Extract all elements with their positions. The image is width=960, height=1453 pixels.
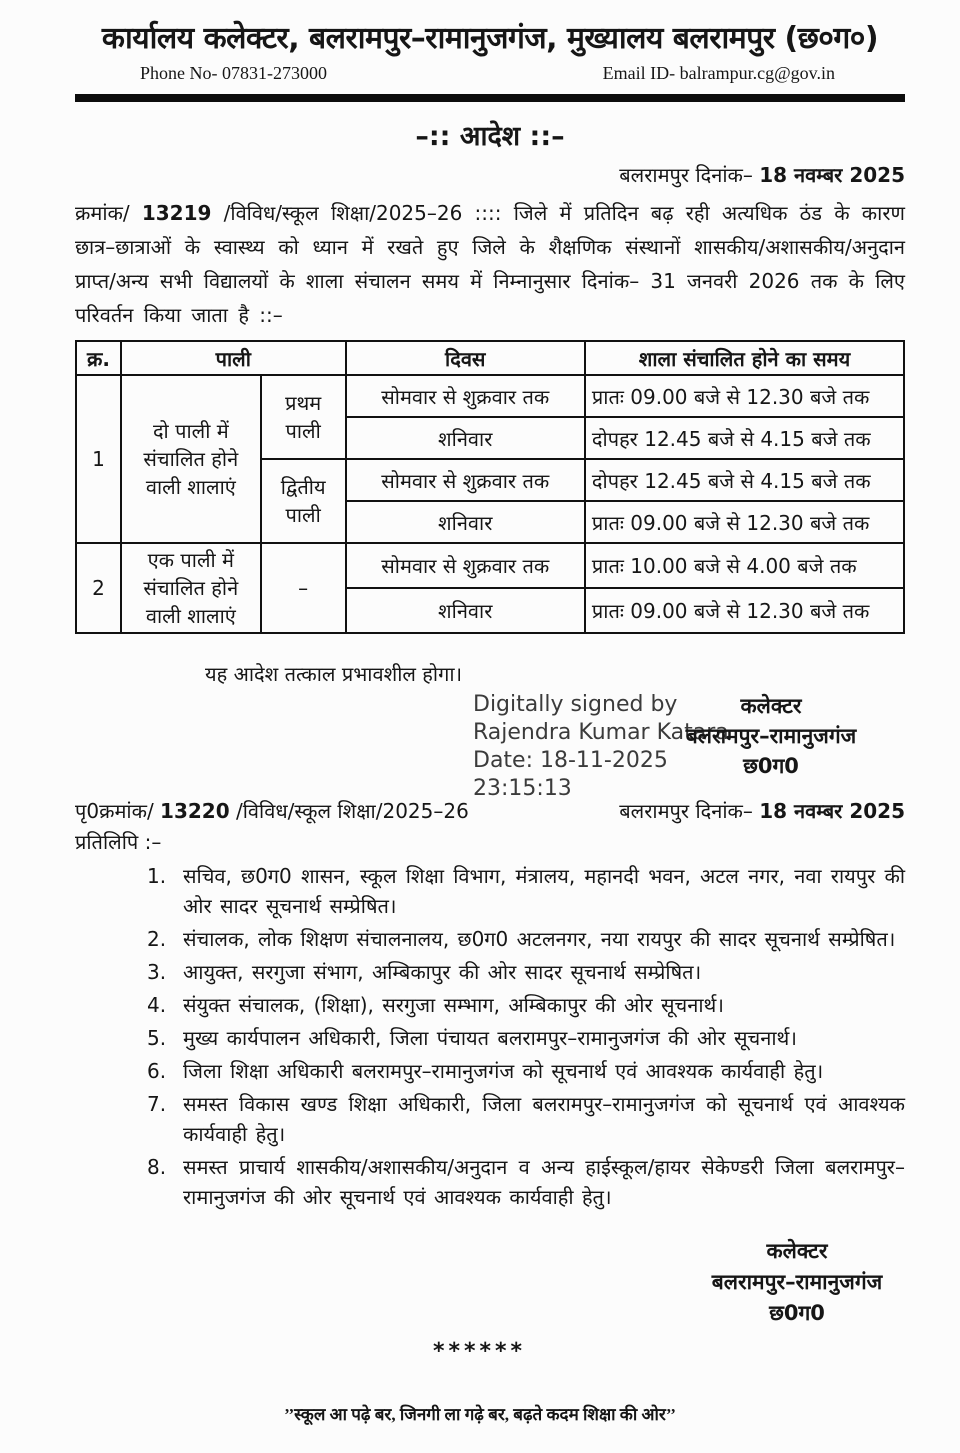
collector-district: बलरामपुर–रामानुजगंज [685,724,857,748]
office-letterhead-title: कार्यालय कलेक्टर, बलरामपुर–रामानुजगंज, मुख्यालय बलरामपुर (छ०ग०) [101,21,879,56]
endorsement-place-prefix: बलरामपुर दिनांक– [619,799,760,823]
footer-collector-state: छ0ग0 [769,1301,825,1325]
collector-designation-block [637,691,905,781]
list-item-text: आयुक्त, सरगुजा संभाग, अम्बिकापुर की ओर सादर सूचनार्थ सम्प्रेषित। [183,960,702,984]
footer-signature-block [663,1236,931,1329]
email-id: Email ID- balrampur.cg@gov.in [602,63,835,83]
row2-days1: सोमवार से शुक्रवार तक [346,543,585,588]
end-of-document-stars: ****** [433,1339,527,1364]
list-item-text: जिला शिक्षा अधिकारी बलरामपुर–रामानुजगंज को सूचनार्थ एवं आवश्यक कार्यवाही हेतु। [183,1059,824,1083]
row1-shift2: द्वितीय पाली [261,459,346,543]
copies-label: प्रतिलिपि :– [75,830,162,854]
header-sno: क्र. [76,341,121,375]
header-shift: पाली [121,341,346,375]
digital-signature-line1: Digitally signed by [473,692,678,717]
effect-statement: यह आदेश तत्काल प्रभावशील होगा। [205,662,463,686]
list-item-number: 5. [147,1026,167,1050]
row2-shift: – [261,543,346,633]
order-date: 18 नवम्बर 2025 [759,163,905,187]
letterhead-contact-row [75,57,905,84]
row2-sno: 2 [76,543,121,633]
list-item-number: 1. [147,864,167,888]
order-place-date [75,161,905,188]
row1-shift2-days2: शनिवार [346,501,585,543]
header-days: दिवस [346,341,585,375]
row1-shift1-days1: सोमवार से शुक्रवार तक [346,375,585,417]
school-timing-table [75,340,905,634]
order-body-paragraph [75,196,905,332]
order-ref-prefix: क्रमांक/ [75,201,142,225]
list-item [75,1023,905,1053]
list-item-text: संचालक, लोक शिक्षण संचालनालय, छ0ग0 अटलनगर, नया रायपुर की सादर सूचनार्थ सम्प्रेषित। [183,927,896,951]
header-time: शाला संचालित होने का समय [585,341,904,375]
order-ref-suffix: /विविध/स्कूल शिक्षा/2025–26 :::: [211,201,514,225]
row1-shift1-days2: शनिवार [346,417,585,459]
row1-shift2-time1: दोपहर 12.45 बजे से 4.15 बजे तक [585,459,904,501]
footer-collector-title: कलेक्टर [766,1239,828,1263]
row1-sno: 1 [76,375,121,543]
footer-collector-district: बलरामपुर–रामानुजगंज [711,1270,883,1294]
list-item [75,1152,905,1212]
endorsement-ref-number: 13220 [160,799,230,823]
row1-shift1-time2: दोपहर 12.45 बजे से 4.15 बजे तक [585,417,904,459]
endorsement-ref [75,797,469,824]
row1-shift1-time1: प्रातः 09.00 बजे से 12.30 बजे तक [585,375,904,417]
list-item-text: समस्त विकास खण्ड शिक्षा अधिकारी, जिला बलरामपुर–रामानुजगंज को सूचनार्थ एवं आवश्यक कार्यवाही हेतु। [183,1092,905,1146]
footer-slogan: ’’स्कूल आ पढ़े बर, जिनगी ला गढ़े बर, बढ़ते कदम शिक्षा की ओर’’ [284,1405,676,1424]
list-item [75,957,905,987]
row2-time1: प्रातः 10.00 बजे से 4.00 बजे तक [585,543,904,588]
endorsement-ref-suffix: /विविध/स्कूल शिक्षा/2025–26 [229,799,469,823]
endorsement-date: 18 नवम्बर 2025 [759,799,905,823]
list-item-number: 7. [147,1092,167,1116]
row1-shift1: प्रथम पाली [261,375,346,459]
list-item-number: 8. [147,1155,167,1179]
list-item [75,924,905,954]
collector-state: छ0ग0 [743,754,799,778]
collector-title: कलेक्टर [740,694,802,718]
list-item [75,861,905,921]
table-header-row [76,341,904,375]
row2-category: एक पाली में संचालित होने वाली शालाएं [121,543,261,633]
list-item-text: मुख्य कार्यपालन अधिकारी, जिला पंचायत बलरामपुर–रामानुजगंज की ओर सूचनार्थ। [183,1026,797,1050]
list-item-text: संयुक्त संचालक, (शिक्षा), सरगुजा सम्भाग, अम्बिकापुर की ओर सूचनार्थ। [183,993,724,1017]
signature-area [75,687,905,801]
distribution-list [75,861,905,1212]
digital-signature-line2: Rajendra Kumar Katara [473,720,729,745]
order-place-prefix: बलरामपुर दिनांक– [619,163,760,187]
list-item [75,990,905,1020]
list-item [75,1056,905,1086]
list-item-text: सचिव, छ0ग0 शासन, स्कूल शिक्षा विभाग, मंत्रालय, महानदी भवन, अटल नगर, नवा रायपुर की ओर सादर सूचनार्थ सम्प्रेषित। [183,864,905,918]
row2-time2: प्रातः 09.00 बजे से 12.30 बजे तक [585,588,904,633]
row1-shift2-days1: सोमवार से शुक्रवार तक [346,459,585,501]
phone-number: Phone No- 07831-273000 [140,63,327,83]
digital-signature-line3: Date: 18-11-2025 [473,748,668,773]
order-title: –:: आदेश ::– [415,121,565,152]
list-item-number: 3. [147,960,167,984]
list-item-number: 6. [147,1059,167,1083]
letterhead-divider-rule [75,94,905,102]
order-ref-number: 13219 [141,201,212,225]
table-row [76,375,904,417]
list-item-number: 4. [147,993,167,1017]
endorsement-ref-prefix: पृ0क्रमांक/ [75,799,161,823]
digital-signature-line4: 23:15:13 [473,776,572,801]
row1-shift2-time2: प्रातः 09.00 बजे से 12.30 बजे तक [585,501,904,543]
table-row [76,543,904,588]
list-item-number: 2. [147,927,167,951]
list-item [75,1089,905,1149]
list-item-text: समस्त प्राचार्य शासकीय/अशासकीय/अनुदान व अन्य हाईस्कूल/हायर सेकेण्डरी जिला बलरामपुर– रामानुजगंज की ओर सूचनार्थ एवं आवश्यक कार्यवाही हेतु। [183,1155,905,1209]
order-body-text: जिले में प्रतिदिन बढ़ रही अत्यधिक ठंड के कारण छात्र–छात्राओं के स्वास्थ्य को ध्यान में रखते हुए जिले के शैक्षणिक संस्थानों शासकीय/अशासकीय/अनुदान प्राप्त/अन्य सभी विद्यालयों के शाला संचालन समय में निम्नानुसार दिनांक– 31 जनवरी 2026 तक के लिए परिवर्तन किया जाता है ::– [75,201,905,327]
row2-days2: शनिवार [346,588,585,633]
row1-category: दो पाली में संचालित होने वाली शालाएं [121,375,261,543]
